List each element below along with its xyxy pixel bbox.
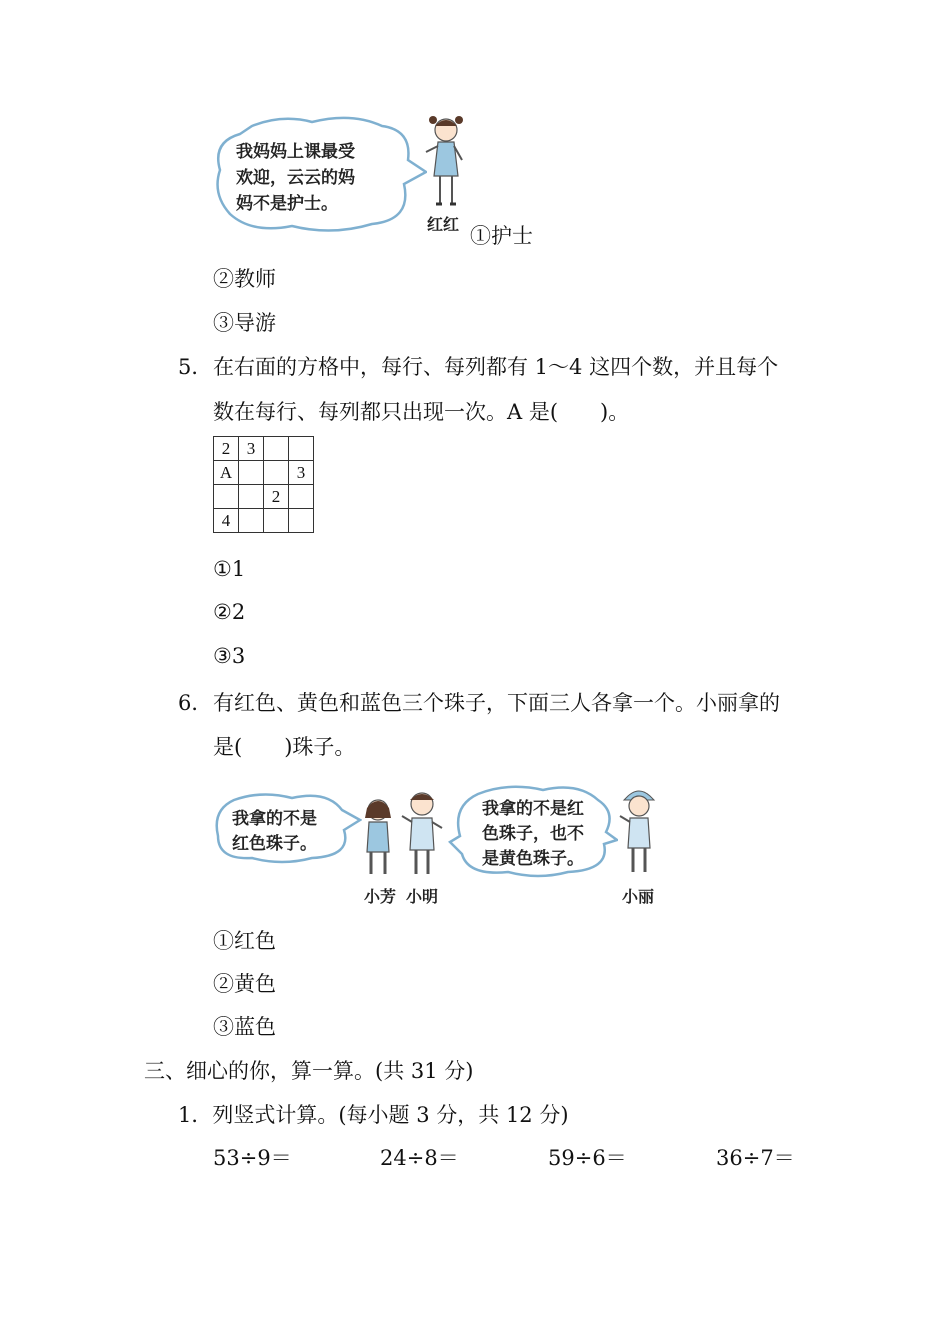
grid-row bbox=[214, 485, 314, 509]
q5-option-1[interactable]: ①1 bbox=[213, 557, 246, 581]
division-problem: 53÷9＝ bbox=[213, 1146, 292, 1170]
grid-row bbox=[214, 461, 314, 485]
q6-text-line1: 有红色、黄色和蓝色三个珠子，下面三人各拿一个。小丽拿的 bbox=[213, 691, 780, 715]
grid-row bbox=[214, 509, 314, 533]
q6-left-bubble-line: 我拿的不是 bbox=[232, 809, 317, 829]
grid-cell: 2 bbox=[264, 485, 289, 509]
grid-cell bbox=[264, 509, 289, 533]
grid-cell: 3 bbox=[289, 461, 314, 485]
girl-fang-illustration bbox=[356, 794, 400, 880]
q4-bubble-line: 欢迎，云云的妈 bbox=[236, 168, 355, 188]
q5-number: 5． bbox=[178, 355, 213, 379]
q6-right-bubble-line: 色珠子，也不 bbox=[482, 824, 584, 844]
grid-cell bbox=[264, 437, 289, 461]
section3-q1: 1．列竖式计算。(每小题 3 分，共 12 分) bbox=[178, 1103, 569, 1127]
grid-row bbox=[214, 437, 314, 461]
q6-option-3[interactable]: ③蓝色 bbox=[213, 1015, 276, 1039]
q5-text-line2: 数在每行、每列都只出现一次。A 是( )。 bbox=[213, 400, 630, 424]
q6-option-2[interactable]: ②黄色 bbox=[213, 972, 276, 996]
grid-cell: 4 bbox=[214, 509, 239, 533]
q6-number: 6． bbox=[178, 691, 213, 715]
q6-left-bubble-line: 红色珠子。 bbox=[232, 834, 317, 854]
grid-cell: 2 bbox=[214, 437, 239, 461]
grid-cell bbox=[264, 461, 289, 485]
grid-cell bbox=[239, 509, 264, 533]
q4-option-2[interactable]: ②教师 bbox=[213, 267, 276, 291]
q4-option-3[interactable]: ③导游 bbox=[213, 311, 276, 335]
q5-option-3[interactable]: ③3 bbox=[213, 644, 246, 668]
grid-cell bbox=[289, 437, 314, 461]
girl-li-illustration bbox=[614, 786, 664, 878]
fang-name: 小芳 bbox=[364, 887, 397, 906]
li-name: 小丽 bbox=[622, 887, 655, 906]
boy-ming-illustration bbox=[398, 788, 446, 880]
grid-cell bbox=[214, 485, 239, 509]
grid-cell bbox=[289, 509, 314, 533]
grid-cell bbox=[289, 485, 314, 509]
q6-right-bubble-line: 我拿的不是红 bbox=[482, 799, 584, 819]
girl-hong-illustration bbox=[420, 112, 472, 212]
q5-text-line1: 在右面的方格中，每行、每列都有 1～4 这四个数，并且每个 bbox=[213, 355, 779, 379]
division-problem: 24÷8＝ bbox=[380, 1146, 459, 1170]
division-problem: 59÷6＝ bbox=[548, 1146, 627, 1170]
grid-cell: 3 bbox=[239, 437, 264, 461]
q6-right-bubble-line: 是黄色珠子。 bbox=[482, 849, 584, 869]
q6-option-1[interactable]: ①红色 bbox=[213, 929, 276, 953]
grid-cell: A bbox=[214, 461, 239, 485]
number-grid bbox=[213, 436, 314, 533]
grid-cell bbox=[239, 485, 264, 509]
q4-bubble-line: 妈不是护士。 bbox=[236, 194, 338, 214]
hong-name: 红红 bbox=[427, 215, 460, 234]
ming-name: 小明 bbox=[406, 887, 439, 906]
section3-title: 三、细心的你，算一算。(共 31 分) bbox=[144, 1059, 474, 1083]
q6-text-line2: 是( )珠子。 bbox=[213, 735, 356, 759]
q5-option-2[interactable]: ②2 bbox=[213, 600, 246, 624]
grid-cell bbox=[239, 461, 264, 485]
q4-bubble-line: 我妈妈上课最受 bbox=[236, 142, 355, 162]
division-problem: 36÷7＝ bbox=[716, 1146, 795, 1170]
q4-option-1[interactable]: ①护士 bbox=[470, 224, 533, 248]
